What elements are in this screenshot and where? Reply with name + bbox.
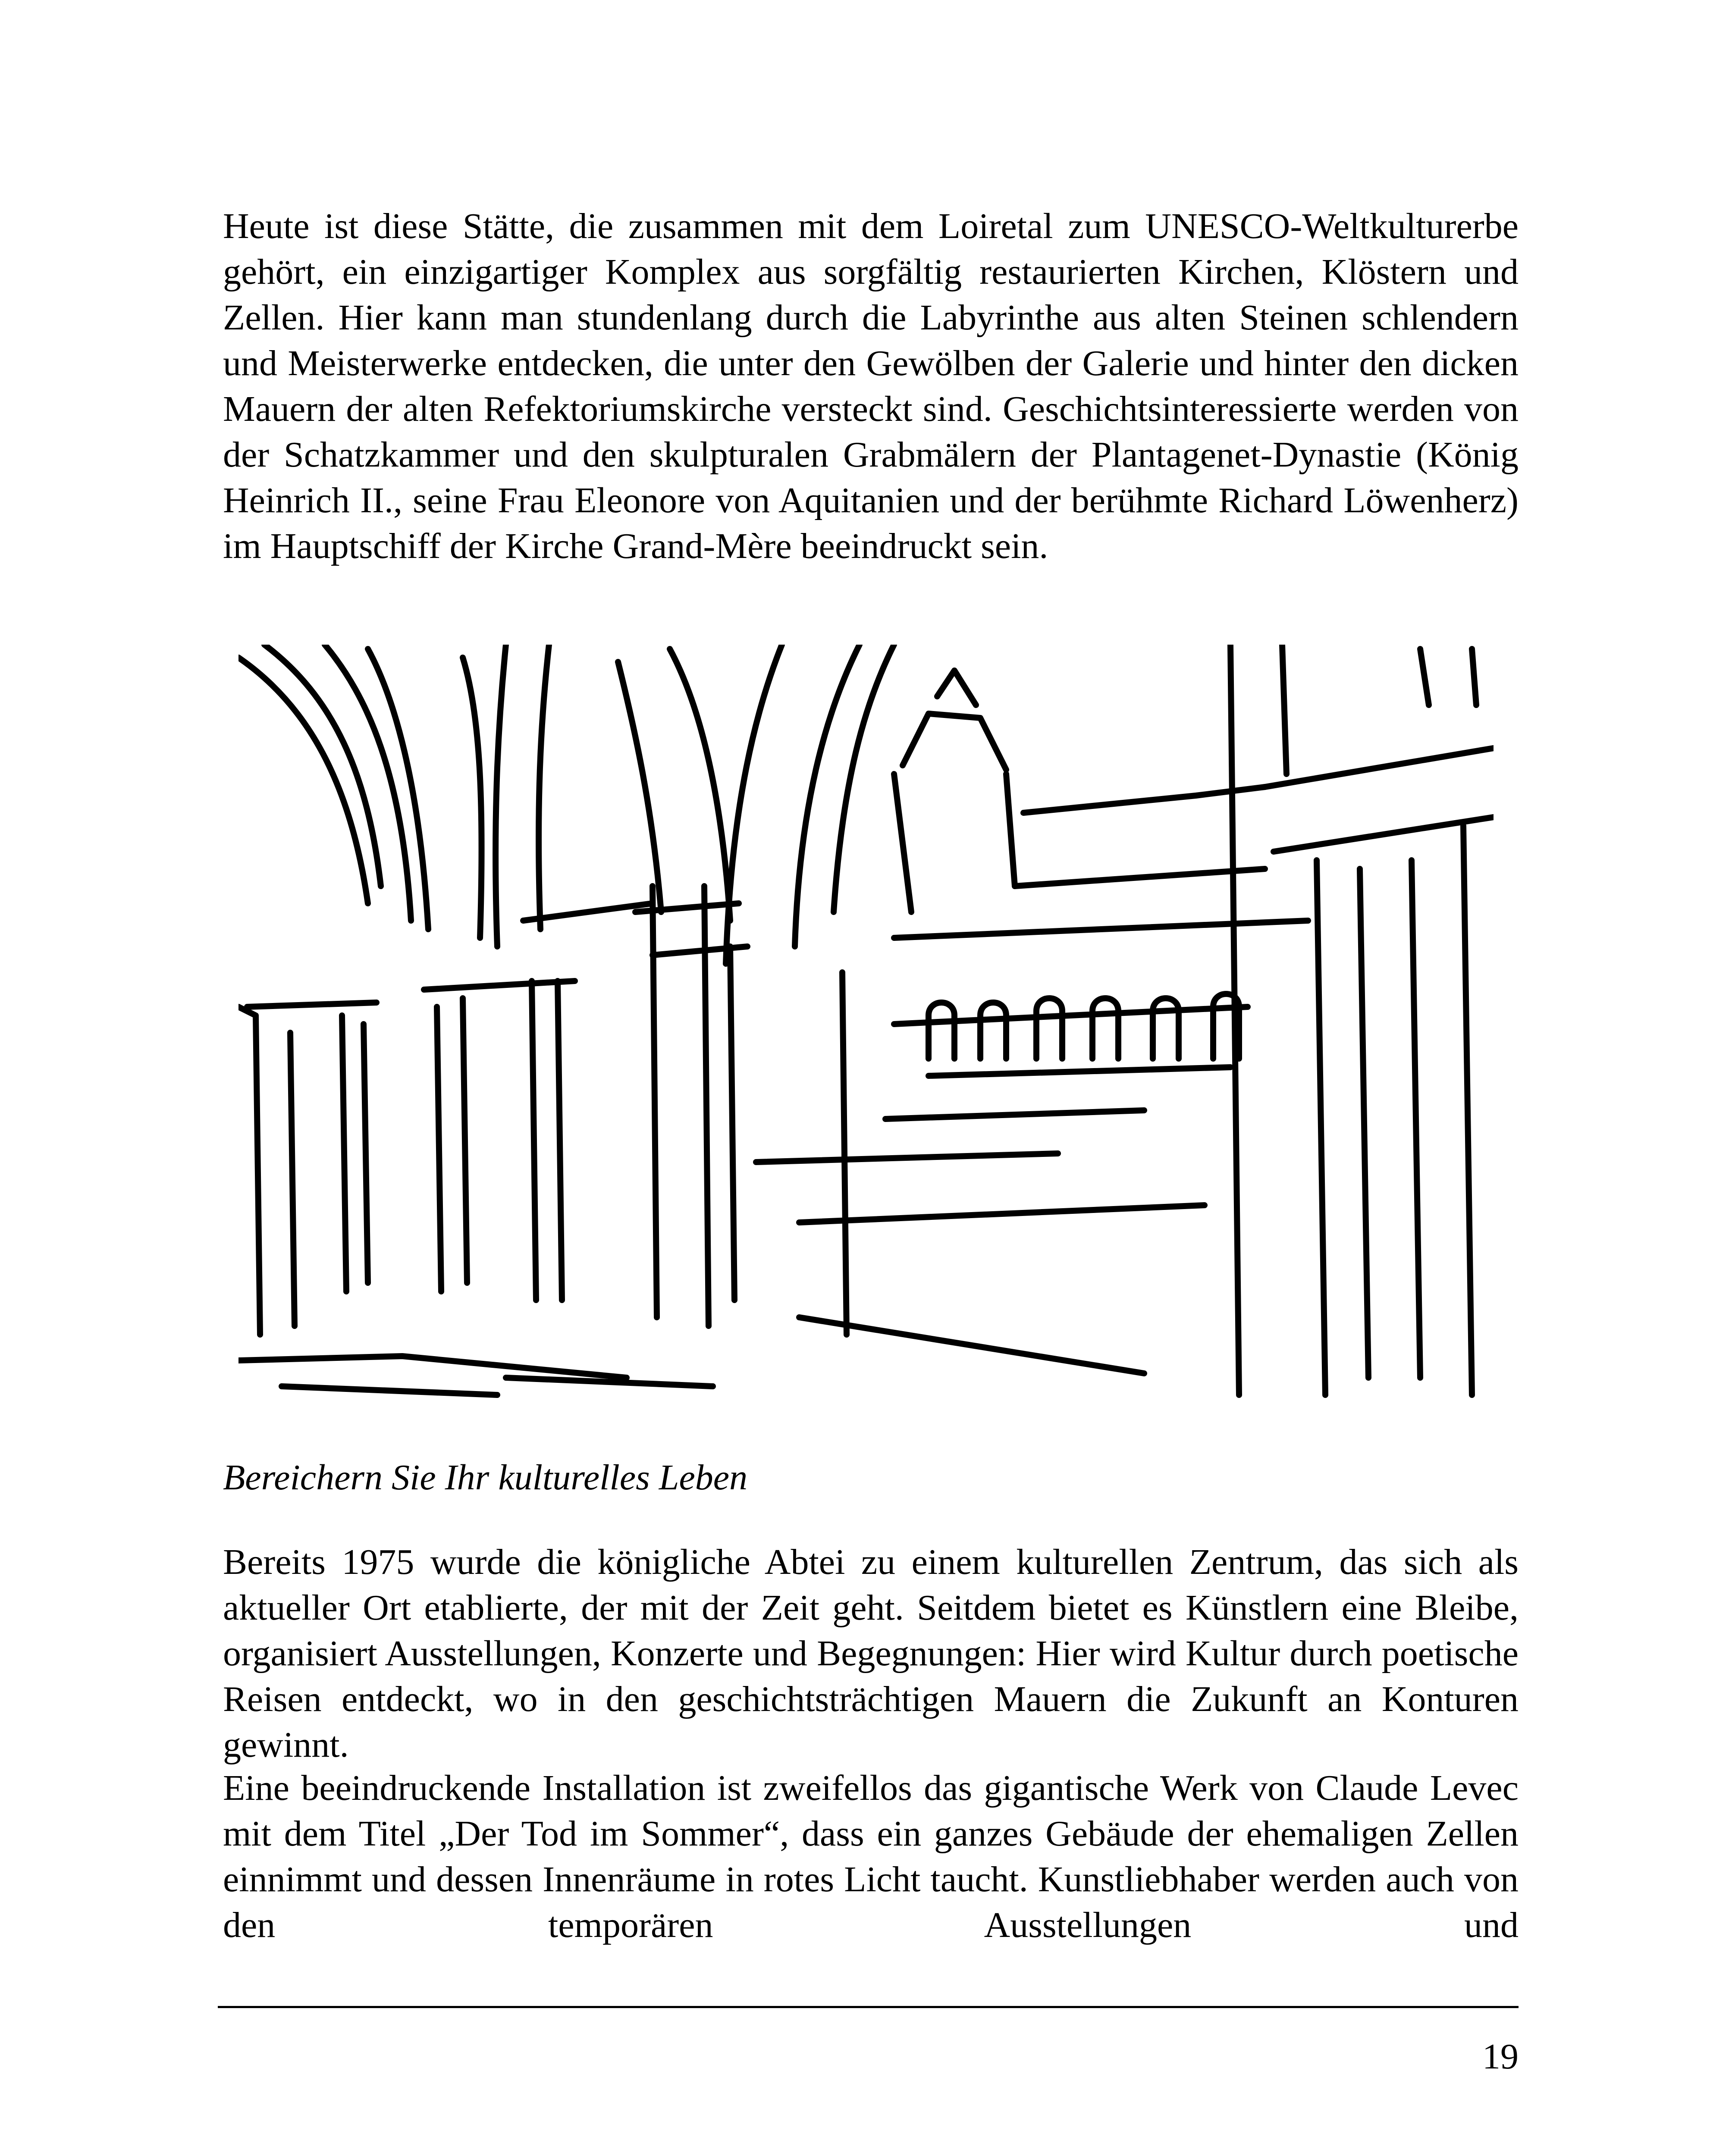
body-paragraph-1: Heute ist diese Stätte, die zusammen mit dem Loiretal zum UNESCO-Weltkulturerbe gehört, ein einzigartiger Komplex aus sorgfältig restaurierten Kirchen, Klöstern und Zellen. Hier kann man stundenlang durch die Labyrinthe aus alten Steinen schlendern und Meisterwerke entdecken, die unter den Gewölben der Galerie und hinter den dicken Mauern der alten Refektoriumskirche versteckt sind. Geschichtsinteressierte werden von der Schatzkammer und den skulpturalen Grabmälern der Plantagenet-Dynastie (König Heinrich II., seine Frau Eleonore von Aquitanien und der berühmte Richard Löwenherz) im Hauptschiff der Kirche Grand-Mère beeindruckt sein.	[223, 206, 1519, 566]
body-paragraph-3: Eine beeindruckende Installation ist zweifellos das gigantische Werk von Claude Levec mit dem Titel „Der Tod im Sommer“, dass ein ganzes Gebäude der ehemaligen Zellen einnimmt und dessen Innenräume in rotes Licht taucht. Kunstliebhaber werden auch von den temporären Ausstellungen und	[223, 1768, 1519, 1945]
page-number: 19	[1482, 2037, 1519, 2077]
cloister-illustration	[238, 645, 1494, 1408]
section-heading: Bereichern Sie Ihr kulturelles Leben	[223, 1457, 748, 1498]
footer-rule	[218, 2006, 1519, 2008]
body-paragraph-2: Bereits 1975 wurde die königliche Abtei zu einem kulturellen Zentrum, das sich als aktueller Ort etablierte, der mit der Zeit geht. Seitdem bietet es Künstlern eine Bleibe, organisiert Ausstellungen, Konzerte und Begegnungen: Hier wird Kultur durch poetische Reisen entdeckt, wo in den geschichtsträchtigen Mauern die Zukunft an Konturen gewinnt.	[223, 1542, 1519, 1765]
